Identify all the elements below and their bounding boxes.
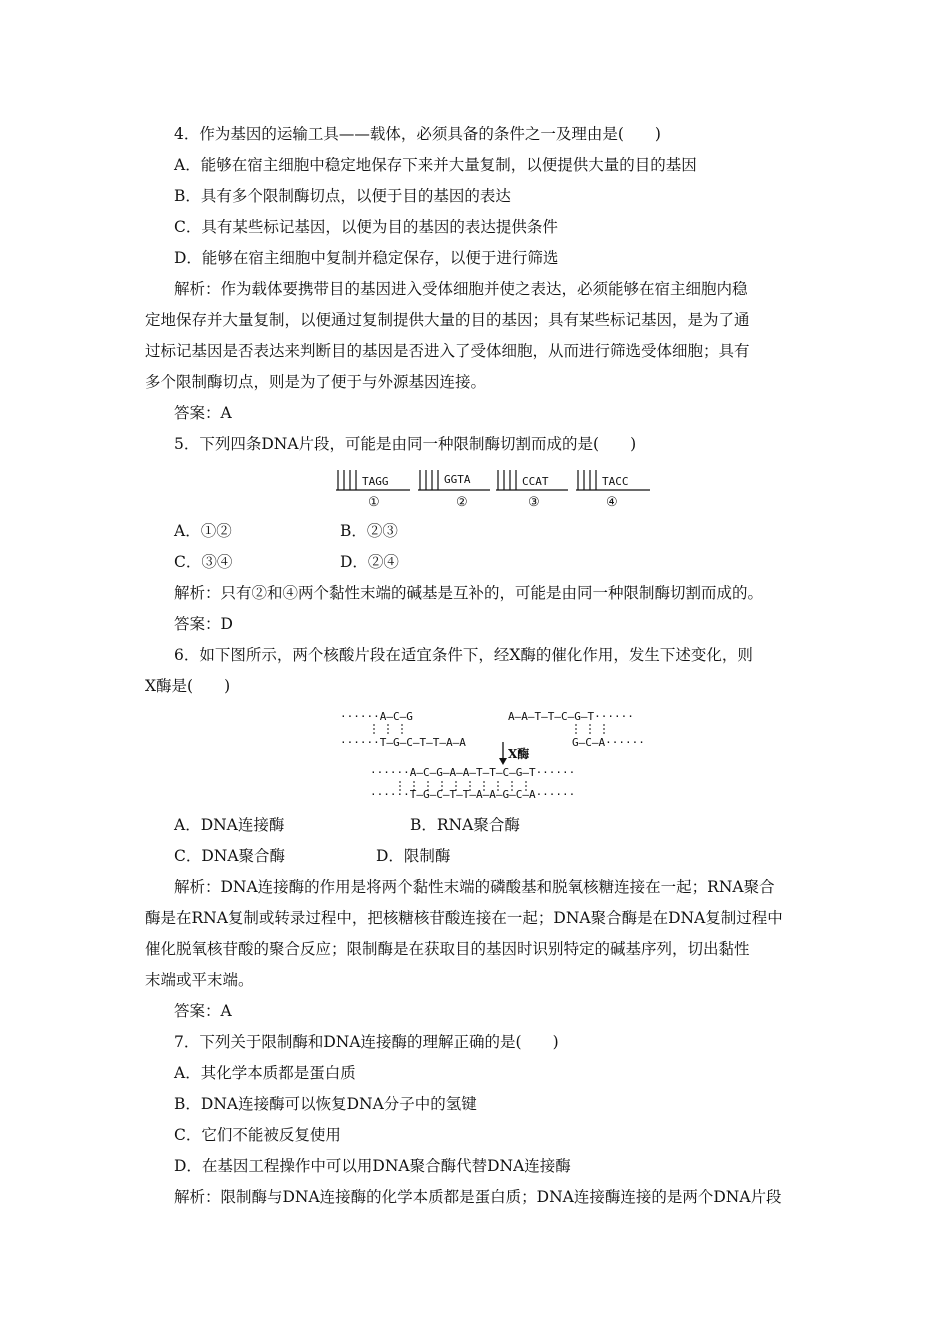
ligation-diagram <box>340 708 650 804</box>
q6-analysis-line1: 解析：DNA连接酶的作用是将两个黏性末端的磷酸基和脱氧核糖连接在一起；RNA聚合 <box>174 878 775 896</box>
q6-analysis-line2: 酶是在RNA复制或转录过程中，把核糖核苷酸连接在一起；DNA聚合酶是在DNA复制过程中 <box>145 909 783 927</box>
q4-option-c: C．具有某些标记基因，以便为目的基因的表达提供条件 <box>174 218 558 236</box>
q5-stem: 5．下列四条DNA片段，可能是由同一种限制酶切割而成的是( ) <box>174 435 637 453</box>
q4-option-b: B．具有多个限制酶切点，以便于目的基因的表达 <box>174 187 511 205</box>
q7-option-b: B．DNA连接酶可以恢复DNA分子中的氢键 <box>174 1095 477 1113</box>
q6-option-c: C．DNA聚合酶 <box>174 847 286 865</box>
q4-analysis-line3: 过标记基因是否表达来判断目的基因是否进入了受体细胞，从而进行筛选受体细胞；具有 <box>145 342 750 360</box>
left-fragment-bottom-strand: ······T–G–C–T–T–A–A <box>340 736 466 749</box>
arrow-icon <box>499 742 507 765</box>
fragment-4-label: ④ <box>606 495 618 510</box>
q5-answer: 答案：D <box>174 615 233 633</box>
fragment-4-sequence: TACC <box>602 475 629 488</box>
q6-stem-line2: X酶是( ) <box>145 677 231 695</box>
q5-option-c: C．③④ <box>174 553 233 571</box>
q6-analysis-line3: 催化脱氧核苷酸的聚合反应；限制酶是在获取目的基因时识别特定的碱基序列，切出黏性 <box>145 940 750 958</box>
q7-option-c: C．它们不能被反复使用 <box>174 1126 341 1144</box>
q7-option-a: A．其化学本质都是蛋白质 <box>174 1064 356 1082</box>
q7-stem: 7．下列关于限制酶和DNA连接酶的理解正确的是( ) <box>174 1033 559 1051</box>
q7-option-d: D．在基因工程操作中可以用DNA聚合酶代替DNA连接酶 <box>174 1157 571 1175</box>
enzyme-label: X酶 <box>508 747 530 761</box>
q4-option-a: A．能够在宿主细胞中稳定地保存下来并大量复制，以便提供大量的目的基因 <box>174 156 697 174</box>
q5-option-d: D．②④ <box>340 553 399 571</box>
q6-option-b: B．RNA聚合酶 <box>410 816 520 834</box>
q6-stem-line1: 6．如下图所示，两个核酸片段在适宜条件下，经X酶的催化作用，发生下述变化，则 <box>174 646 753 664</box>
fragment-1-label: ① <box>368 495 380 510</box>
fragment-2-label: ② <box>456 495 468 510</box>
q6-answer: 答案：A <box>174 1002 232 1020</box>
right-fragment-bottom-strand: G–C–A······ <box>572 736 645 749</box>
dna-fragments-figure <box>336 466 656 516</box>
q5-analysis: 解析：只有②和④两个黏性末端的碱基是互补的，可能是由同一种限制酶切割而成的。 <box>174 584 764 602</box>
left-fragment-top-strand: ······A–C–G <box>340 710 413 723</box>
q6-analysis-line4: 末端或平末端。 <box>145 971 254 989</box>
q4-analysis-line2: 定地保存并大量复制，以便通过复制提供大量的目的基因；具有某些标记基因，是为了通 <box>145 311 750 329</box>
fragment-3-label: ③ <box>528 495 540 510</box>
q4-analysis-line1: 解析：作为载体要携带目的基因进入受体细胞并使之表达，必须能够在宿主细胞内稳 <box>174 280 748 298</box>
q4-analysis-line4: 多个限制酶切点，则是为了便于与外源基因连接。 <box>145 373 487 391</box>
q6-option-a: A．DNA连接酶 <box>174 816 285 834</box>
q6-option-d: D．限制酶 <box>376 847 451 865</box>
q4-stem: 4．作为基因的运输工具——载体，必须具备的条件之一及理由是( ) <box>174 125 661 143</box>
result-top-strand: ······A–C–G–A–A–T–T–C–G–T······ <box>370 766 576 779</box>
fragment-3-sequence: CCAT <box>522 475 549 488</box>
q7-analysis-line1: 解析：限制酶与DNA连接酶的化学本质都是蛋白质；DNA连接酶连接的是两个DNA片段 <box>174 1188 782 1206</box>
fragment-2-sequence: GGTA <box>444 473 471 486</box>
q4-option-d: D．能够在宿主细胞中复制并稳定保存，以便于进行筛选 <box>174 249 559 267</box>
q4-answer: 答案：A <box>174 404 232 422</box>
q5-option-b: B．②③ <box>340 522 398 540</box>
fragment-1-sequence: TAGG <box>362 475 389 488</box>
hydrogen-bonds-top <box>374 724 604 736</box>
result-bottom-strand: ······T–G–C–T–T–A–A–G–C–A······ <box>370 788 576 801</box>
right-fragment-top-strand: A–A–T–T–C–G–T······ <box>508 710 634 723</box>
q5-option-a: A．①② <box>174 522 232 540</box>
